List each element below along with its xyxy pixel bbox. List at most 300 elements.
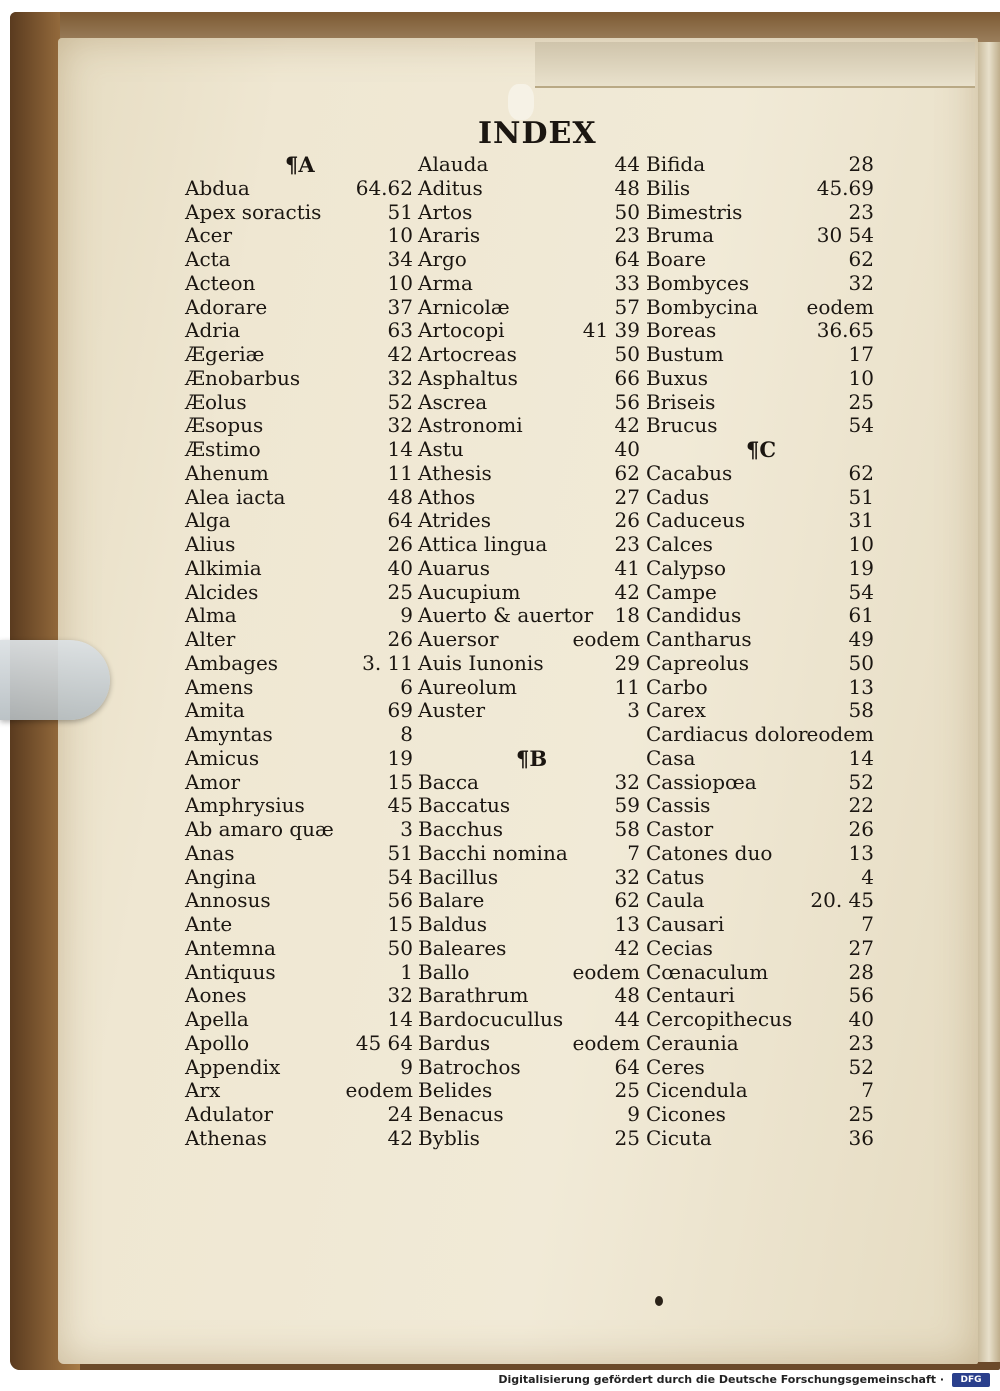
page-reference: 59 — [614, 793, 640, 818]
index-entry — [418, 1031, 640, 1055]
page-reference: 62 — [848, 460, 874, 485]
index-term: Antiquus — [185, 959, 276, 984]
page-reference: 66 — [614, 365, 640, 390]
index-term: Alma — [185, 603, 237, 628]
page-reference: 41 — [614, 555, 640, 580]
index-term: Æolus — [185, 389, 247, 414]
index-entry — [185, 983, 413, 1007]
index-term: Carbo — [646, 674, 708, 699]
page-reference: 25 — [614, 1078, 640, 1103]
funding-note: Digitalisierung gefördert durch die Deutsche Forschungsgemeinschaft · — [498, 1373, 944, 1386]
index-term: Ascrea — [418, 389, 488, 414]
index-entry — [418, 722, 640, 746]
page-reference: 26 — [387, 532, 413, 556]
index-term: Æsopus — [185, 413, 264, 438]
index-entry — [418, 295, 640, 319]
index-term: Bombycina — [646, 294, 759, 319]
index-entry — [418, 675, 640, 699]
index-entry — [418, 223, 640, 247]
index-term: Batrochos — [418, 1054, 521, 1079]
index-entry — [646, 960, 874, 984]
index-entry — [418, 936, 640, 960]
page-reference: 9 — [627, 1102, 640, 1126]
index-entry — [418, 770, 640, 794]
torn-paper-strip — [535, 42, 975, 88]
index-term: Anas — [185, 840, 235, 865]
index-entry — [646, 366, 874, 390]
index-entry — [646, 247, 874, 271]
index-term: Asphaltus — [418, 365, 518, 390]
index-term: Ahenum — [185, 460, 269, 485]
page-reference: 45.69 — [816, 175, 874, 200]
index-entry — [646, 1007, 874, 1031]
index-entry — [646, 580, 874, 604]
page-reference: 7 — [861, 912, 874, 936]
index-term: Aucupium — [418, 579, 521, 604]
page-reference: 7 — [861, 1078, 874, 1103]
page-reference: 13 — [848, 840, 874, 865]
index-term: Amor — [185, 769, 241, 794]
index-entry — [646, 1055, 874, 1079]
index-entry — [185, 651, 413, 675]
dfg-logo: DFG — [952, 1373, 990, 1387]
index-entry — [646, 793, 874, 817]
index-entry — [646, 1031, 874, 1055]
index-term: Bifida — [646, 152, 706, 176]
page-reference: 13 — [848, 674, 874, 699]
index-entry — [646, 936, 874, 960]
index-term: Apollo — [185, 1030, 250, 1055]
page-reference: 32 — [387, 365, 413, 390]
page-reference: 41 39 — [582, 318, 640, 343]
index-term: Alter — [185, 627, 236, 651]
index-entry — [646, 1078, 874, 1102]
index-term: Baldus — [418, 912, 487, 936]
index-entry — [418, 390, 640, 414]
index-entry — [185, 271, 413, 295]
page-reference: 15 — [387, 912, 413, 936]
index-term: Ceres — [646, 1054, 705, 1079]
index-entry — [418, 793, 640, 817]
index-column-2 — [418, 152, 640, 1150]
index-entry — [646, 983, 874, 1007]
page-reference: 36.65 — [816, 318, 874, 343]
index-entry — [185, 841, 413, 865]
index-entry — [185, 960, 413, 984]
page-reference: 50 — [614, 199, 640, 224]
page-reference: 19 — [848, 555, 874, 580]
index-term: Cardiacus dolor — [646, 722, 808, 746]
index-entry — [185, 461, 413, 485]
page-reference: 40 — [614, 437, 640, 461]
index-term: Aditus — [418, 175, 483, 200]
index-term: Athesis — [418, 460, 492, 485]
page-reference: 51 — [387, 199, 413, 224]
page-reference: 29 — [614, 650, 640, 675]
page-reference: 1 — [400, 959, 413, 984]
page-reference: 14 — [387, 437, 413, 461]
index-entry — [185, 532, 413, 556]
index-entry — [185, 746, 413, 770]
index-entry — [418, 817, 640, 841]
index-term: Bacca — [418, 769, 479, 794]
index-entry — [646, 461, 874, 485]
index-term: Catus — [646, 864, 705, 889]
index-entry — [418, 603, 640, 627]
page-reference: 69 — [387, 698, 413, 723]
page-reference: 27 — [848, 935, 874, 960]
page-reference: 56 — [614, 389, 640, 414]
index-term: Antemna — [185, 935, 276, 960]
page-reference: 62 — [848, 247, 874, 271]
index-entry — [418, 318, 640, 342]
index-term: Auarus — [418, 555, 490, 580]
index-entry — [646, 888, 874, 912]
index-term: Alcides — [185, 579, 259, 604]
index-term: Cœnaculum — [646, 959, 769, 984]
index-term: Cicendula — [646, 1078, 748, 1103]
index-column-3 — [646, 152, 874, 1150]
index-term: Bacchi nomina — [418, 840, 568, 865]
page-reference: 51 — [387, 840, 413, 865]
page-reference: 64 — [387, 508, 413, 533]
page-reference: 50 — [614, 342, 640, 366]
page-reference: 19 — [387, 745, 413, 770]
section-header: ¶B — [516, 745, 548, 771]
page-reference: eodem — [572, 1030, 640, 1055]
index-term: Apella — [185, 1007, 249, 1031]
page-reference: 10 — [848, 365, 874, 390]
page-reference: 58 — [848, 698, 874, 723]
index-term: Athos — [418, 484, 476, 509]
index-entry — [185, 223, 413, 247]
index-term: Campe — [646, 579, 717, 604]
index-entry — [646, 841, 874, 865]
index-term: Baccatus — [418, 793, 511, 818]
index-term: Acer — [185, 223, 233, 248]
page-reference: 54 — [848, 579, 874, 604]
index-entry — [185, 342, 413, 366]
page-reference: 36 — [848, 1125, 874, 1150]
page-reference: 15 — [387, 769, 413, 794]
page-reference: 31 — [848, 508, 874, 533]
page-reference: eodem — [572, 959, 640, 984]
index-entry — [185, 176, 413, 200]
page-reference: eodem — [806, 294, 874, 319]
page-reference: 11 — [614, 674, 640, 699]
page-reference: 32 — [387, 983, 413, 1008]
page-reference: 54 — [387, 864, 413, 889]
index-term: Cacabus — [646, 460, 733, 485]
index-entry — [418, 888, 640, 912]
page-reference: 61 — [848, 603, 874, 628]
index-entry — [418, 200, 640, 224]
index-term: Araris — [418, 223, 481, 248]
index-entry — [185, 390, 413, 414]
page-reference: 48 — [614, 175, 640, 200]
index-entry — [646, 746, 874, 770]
page-reference: 25 — [387, 579, 413, 604]
page-reference: 32 — [387, 413, 413, 438]
index-term: Amens — [185, 674, 254, 699]
index-term: Cercopithecus — [646, 1007, 793, 1031]
page-reference: 9 — [400, 1054, 413, 1079]
page-reference: 50 — [848, 650, 874, 675]
index-entry — [646, 912, 874, 936]
index-term: Bilis — [646, 175, 691, 200]
index-term: Boare — [646, 247, 707, 271]
index-term: Auersor — [418, 627, 499, 651]
index-entry — [418, 413, 640, 437]
index-entry — [418, 152, 640, 176]
index-entry — [646, 1102, 874, 1126]
page-reference: 17 — [848, 342, 874, 366]
index-entry — [418, 247, 640, 271]
index-entry — [646, 770, 874, 794]
index-term: Atrides — [418, 508, 491, 533]
index-term: Boreas — [646, 318, 717, 343]
index-entry — [646, 675, 874, 699]
index-term: Brucus — [646, 413, 718, 438]
index-term: Auerto & auertor — [418, 603, 594, 628]
index-term: Calypso — [646, 555, 727, 580]
index-term: Casa — [646, 745, 696, 770]
index-term: Causari — [646, 912, 725, 936]
index-term: Cicuta — [646, 1125, 712, 1150]
index-entry — [646, 176, 874, 200]
index-entry — [185, 817, 413, 841]
index-term: Arx — [185, 1078, 221, 1103]
page-clip — [0, 640, 110, 720]
page-reference: 13 — [614, 912, 640, 936]
index-entry — [418, 1126, 640, 1150]
index-term: Artocopi — [418, 318, 505, 343]
index-entry — [418, 580, 640, 604]
index-entry — [646, 152, 874, 176]
page-title: INDEX — [478, 116, 597, 151]
index-term: Ægeriæ — [185, 342, 265, 366]
index-term: Adria — [185, 318, 241, 343]
index-entry — [418, 366, 640, 390]
index-entry — [185, 603, 413, 627]
ink-spot — [655, 1296, 663, 1306]
index-entry — [646, 722, 874, 746]
index-entry — [646, 556, 874, 580]
index-term: Calces — [646, 532, 713, 556]
index-term: Castor — [646, 817, 714, 841]
index-entry — [418, 960, 640, 984]
page-reference: 48 — [614, 983, 640, 1008]
page-reference: 23 — [614, 223, 640, 248]
page-reference: 64.62 — [355, 175, 413, 200]
page-reference: eodem — [806, 722, 874, 746]
index-term: Aones — [185, 983, 247, 1008]
page-reference: 63 — [387, 318, 413, 343]
index-entry — [185, 698, 413, 722]
page-reference: 18 — [614, 603, 640, 628]
index-entry — [418, 698, 640, 722]
index-entry — [646, 627, 874, 651]
index-term: Ballo — [418, 959, 470, 984]
index-entry — [418, 746, 640, 770]
index-entry — [418, 1078, 640, 1102]
page-reference: 3 — [400, 817, 413, 841]
page-reference: 44 — [614, 1007, 640, 1031]
index-entry — [418, 651, 640, 675]
index-term: Bombyces — [646, 270, 750, 295]
page-reference: 34 — [387, 247, 413, 271]
page-reference: 62 — [614, 888, 640, 913]
index-term: Centauri — [646, 983, 735, 1008]
page-reference: 44 — [614, 152, 640, 176]
index-entry — [646, 413, 874, 437]
index-entry — [418, 556, 640, 580]
index-entry — [185, 722, 413, 746]
index-term: Ambages — [185, 650, 279, 675]
index-entry — [418, 1007, 640, 1031]
page-reference: 45 — [387, 793, 413, 818]
page-reference: 14 — [848, 745, 874, 770]
index-entry — [185, 437, 413, 461]
index-entry — [185, 936, 413, 960]
section-header: ¶A — [285, 152, 315, 177]
index-term: Argo — [418, 247, 467, 271]
index-term: Astronomi — [418, 413, 523, 438]
page-reference: eodem — [345, 1078, 413, 1103]
index-term: Acteon — [185, 270, 256, 295]
index-term: Belides — [418, 1078, 493, 1103]
page-reference: 54 — [848, 413, 874, 438]
index-term: Balare — [418, 888, 485, 913]
page-reference: 25 — [614, 1125, 640, 1150]
index-term: Angina — [185, 864, 257, 889]
page-reference: 26 — [387, 627, 413, 651]
page-reference: 49 — [848, 627, 874, 651]
index-term: Abdua — [185, 175, 250, 200]
page-reference: 37 — [387, 294, 413, 319]
index-entry — [646, 342, 874, 366]
index-term: Cassis — [646, 793, 711, 818]
index-entry — [185, 485, 413, 509]
page-reference: 9 — [400, 603, 413, 628]
index-entry — [418, 841, 640, 865]
page-reference: eodem — [572, 627, 640, 651]
page-reference: 7 — [627, 840, 640, 865]
index-entry — [185, 366, 413, 390]
index-term: Bacchus — [418, 817, 504, 841]
page-reference: 10 — [387, 270, 413, 295]
index-entry — [418, 1102, 640, 1126]
index-entry — [646, 271, 874, 295]
index-term: Adulator — [185, 1102, 274, 1126]
footer-bar — [0, 1370, 1000, 1391]
index-entry — [185, 888, 413, 912]
page-reference: 20. 45 — [810, 888, 874, 913]
index-term: Appendix — [185, 1054, 281, 1079]
index-entry — [185, 1031, 413, 1055]
index-term: Benacus — [418, 1102, 504, 1126]
page-reference: 28 — [848, 959, 874, 984]
index-entry — [646, 532, 874, 556]
index-term: Cicones — [646, 1102, 726, 1126]
page-reference: 10 — [387, 223, 413, 248]
section-header: ¶C — [746, 437, 777, 462]
page-reference: 4 — [861, 864, 874, 889]
index-term: Bustum — [646, 342, 724, 366]
index-term: Bimestris — [646, 199, 743, 224]
index-term: Auster — [418, 698, 486, 723]
page-reference: 52 — [387, 389, 413, 414]
page-reference: 45 64 — [355, 1030, 413, 1055]
page-reference: 27 — [614, 484, 640, 509]
index-entry — [185, 413, 413, 437]
index-term: Alkimia — [185, 555, 262, 580]
index-entry — [646, 603, 874, 627]
page-reference: 42 — [387, 342, 413, 366]
index-term: Arma — [418, 270, 473, 295]
index-term: Athenas — [185, 1125, 267, 1150]
index-term: Carex — [646, 698, 706, 723]
page-reference: 64 — [614, 1054, 640, 1079]
index-entry — [646, 200, 874, 224]
page-reference: 28 — [848, 152, 874, 176]
index-entry — [185, 200, 413, 224]
index-term: Capreolus — [646, 650, 750, 675]
index-term: Buxus — [646, 365, 709, 390]
page-reference: 42 — [614, 413, 640, 438]
page-reference: 40 — [848, 1007, 874, 1031]
index-entry — [185, 912, 413, 936]
index-term: Briseis — [646, 389, 716, 414]
index-term: Cantharus — [646, 627, 752, 651]
page-reference: 57 — [614, 294, 640, 319]
page-reference: 32 — [848, 270, 874, 295]
index-entry — [646, 508, 874, 532]
index-entry — [418, 176, 640, 200]
index-term: Apex soractis — [185, 199, 322, 224]
index-entry — [418, 461, 640, 485]
page-reference: 32 — [614, 864, 640, 889]
page-reference: 33 — [614, 270, 640, 295]
index-term: Byblis — [418, 1125, 480, 1150]
index-term: Caduceus — [646, 508, 746, 533]
page-reference: 40 — [387, 555, 413, 580]
page-reference: 62 — [614, 460, 640, 485]
index-entry — [646, 651, 874, 675]
page-reference: 23 — [848, 199, 874, 224]
index-entry — [646, 817, 874, 841]
page-reference: 51 — [848, 484, 874, 509]
index-entry — [185, 627, 413, 651]
index-term: Cassiopœa — [646, 769, 757, 794]
index-entry — [418, 437, 640, 461]
index-term: Candidus — [646, 603, 742, 628]
page-reference: 50 — [387, 935, 413, 960]
index-column-1 — [185, 152, 413, 1150]
index-entry — [646, 223, 874, 247]
page-reference: 23 — [848, 1030, 874, 1055]
page-reference: 42 — [614, 579, 640, 604]
index-entry — [185, 247, 413, 271]
index-term: Ab amaro quæ — [185, 817, 334, 841]
page-reference: 52 — [848, 769, 874, 794]
index-entry — [185, 1126, 413, 1150]
index-entry — [646, 437, 874, 461]
index-term: Amicus — [185, 745, 260, 770]
page-reference: 26 — [848, 817, 874, 841]
index-entry — [646, 698, 874, 722]
index-entry — [185, 1102, 413, 1126]
